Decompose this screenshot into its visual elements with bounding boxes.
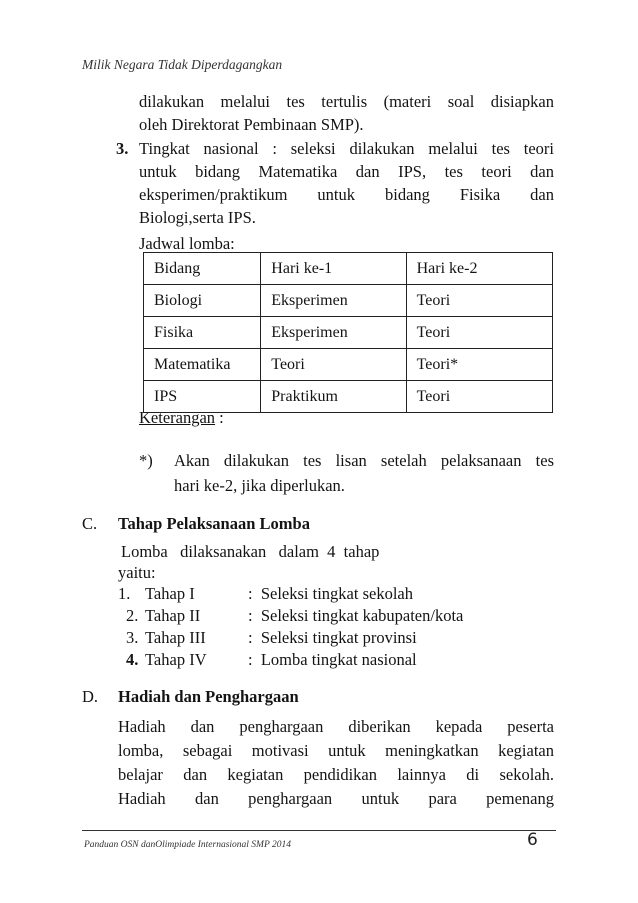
note-line-1: Akan dilakukan tes lisan setelah pelaksanaan tes xyxy=(174,451,554,470)
footer-text: Panduan OSN danOlimpiade Internasional SMP 2014 xyxy=(84,840,291,850)
cell-day-2: Teori xyxy=(406,381,552,413)
stage-number: 1. xyxy=(118,584,131,603)
cell-field: Matematika xyxy=(144,349,261,381)
stage-number: 4. xyxy=(126,650,139,669)
section-d-line-4: Hadiah dan penghargaan untuk para pemenang xyxy=(118,789,554,808)
footer-divider xyxy=(82,830,556,831)
schedule-header-row xyxy=(144,253,553,285)
schedule-table xyxy=(143,252,553,413)
item-3-line-1: Tingkat nasional : seleksi dilakukan melalui tes teori xyxy=(139,139,554,158)
stage-description: : Seleksi tingkat provinsi xyxy=(248,628,417,647)
section-c-intro-2: yaitu: xyxy=(118,563,156,582)
stage-description: : Seleksi tingkat sekolah xyxy=(248,584,413,603)
section-d-title: Hadiah dan Penghargaan xyxy=(118,687,299,706)
note-label: Keterangan xyxy=(139,408,216,427)
header-cell-day-2: Hari ke-2 xyxy=(406,253,552,285)
stage-number: 2. xyxy=(126,606,139,625)
table-row xyxy=(144,317,553,349)
table-row xyxy=(144,285,553,317)
stage-name: Tahap IV xyxy=(145,650,207,669)
section-d-line-3: belajar dan kegiatan pendidikan lainnya di sekolah. xyxy=(118,765,554,784)
stage-description: : Lomba tingkat nasional xyxy=(248,650,417,669)
stage-description: : Seleksi tingkat kabupaten/kota xyxy=(248,606,464,625)
header-cell-bidang: Bidang xyxy=(144,253,261,285)
note-line-2: hari ke-2, jika diperlukan. xyxy=(174,476,345,495)
cell-field: Biologi xyxy=(144,285,261,317)
header-cell-day-1: Hari ke-1 xyxy=(261,253,406,285)
cell-day-1: Eksperimen xyxy=(261,285,406,317)
table-row xyxy=(144,349,553,381)
stage-name: Tahap II xyxy=(145,606,201,625)
cell-field: IPS xyxy=(144,381,261,413)
stage-name: Tahap III xyxy=(145,628,206,647)
stage-number: 3. xyxy=(126,628,139,647)
note-colon: : xyxy=(215,408,224,427)
stage-name: Tahap I xyxy=(145,584,195,603)
cell-day-2: Teori xyxy=(406,285,552,317)
page-number: 6 xyxy=(527,830,538,850)
note-heading xyxy=(139,406,224,429)
item-3-line-3: eksperimen/praktikum untuk bidang Fisika dan xyxy=(139,185,554,204)
section-d-line-1: Hadiah dan penghargaan diberikan kepada peserta xyxy=(118,717,554,736)
item-3-line-2: untuk bidang Matematika dan IPS, tes teori dan xyxy=(139,162,554,181)
section-d-line-2: lomba, sebagai motivasi untuk meningkatkan kegiatan xyxy=(118,741,554,760)
item-3-line-4: Biologi,serta IPS. xyxy=(139,208,256,227)
continuation-line-2: oleh Direktorat Pembinaan SMP). xyxy=(139,115,364,134)
cell-day-2: Teori* xyxy=(406,349,552,381)
note-marker: *) xyxy=(139,451,153,470)
cell-day-1: Eksperimen xyxy=(261,317,406,349)
cell-day-1: Praktikum xyxy=(261,381,406,413)
section-c-title: Tahap Pelaksanaan Lomba xyxy=(118,514,310,533)
section-d-letter: D. xyxy=(82,687,99,706)
cell-day-1: Teori xyxy=(261,349,406,381)
continuation-line-1: dilakukan melalui tes tertulis (materi soal disiapkan xyxy=(139,92,554,111)
item-3-number: 3. xyxy=(116,139,129,158)
cell-field: Fisika xyxy=(144,317,261,349)
schedule-label: Jadwal lomba: xyxy=(139,234,235,253)
running-header: Milik Negara Tidak Diperdagangkan xyxy=(82,57,283,72)
section-c-letter: C. xyxy=(82,514,98,533)
cell-day-2: Teori xyxy=(406,317,552,349)
section-c-intro-1: Lomba dilaksanakan dalam 4 tahap xyxy=(121,542,380,561)
